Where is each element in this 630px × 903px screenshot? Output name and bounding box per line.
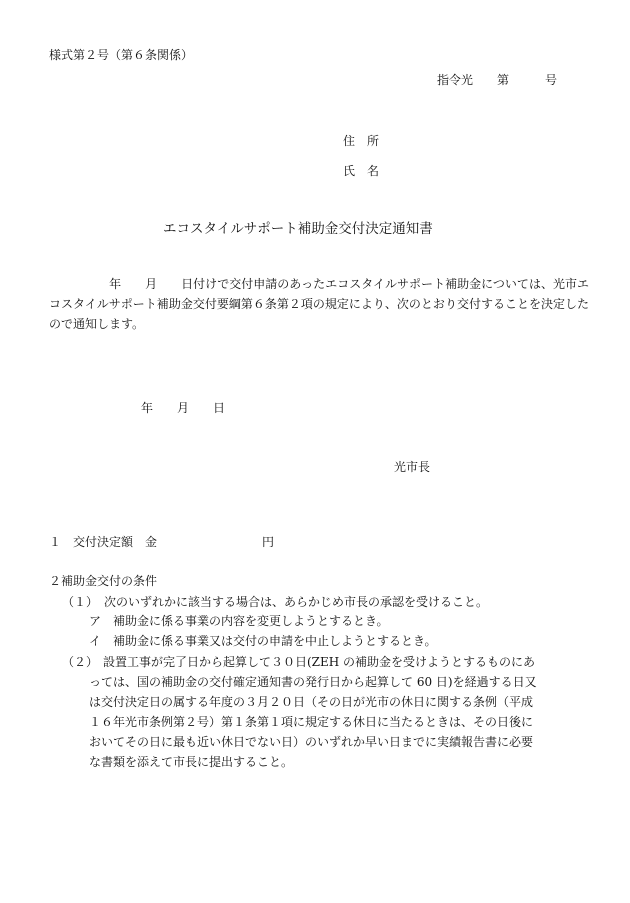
reference-number: 指令光 第 号	[437, 73, 558, 87]
issue-date: 年 月 日	[141, 401, 226, 415]
grant-amount-unit: 円	[262, 535, 275, 549]
condition-item-2-line: 設置工事が完了日から起算して３０日(ZEH の補助金を受けようとするものにあ	[103, 655, 536, 669]
condition-item-1b: イ 補助金に係る事業又は交付の申請を中止しようとするとき。	[89, 634, 437, 648]
condition-item-1a: ア 補助金に係る事業の内容を変更しようとするとき。	[89, 614, 389, 628]
notice-body: 年 月 日付けで交付申請のあったエコスタイルサポート補助金については、光市エコスタイルサポート補助金交付要綱第６条第２項の規定により、次のとおり交付することを決定したので通知します。	[49, 277, 589, 331]
condition-item-1: （１） 次のいずれかに該当する場合は、あらかじめ市長の承認を受けること。	[62, 595, 489, 609]
condition-item-2-marker: （２）	[62, 655, 99, 669]
condition-item-2-line: １６年光市条例第２号）第１条第１項に規定する休日に当たるときは、その日後に	[89, 715, 534, 729]
name-label: 氏 名	[343, 164, 380, 178]
form-label: 様式第２号（第６条関係）	[49, 48, 194, 62]
condition-item-2-line: は交付決定日の属する年度の３月２０日（その日が光市の休日に関する条例（平成	[89, 695, 534, 709]
grant-amount-label: １ 交付決定額 金	[49, 535, 158, 549]
document-title: エコスタイルサポート補助金交付決定通知書	[163, 221, 433, 237]
issuer: 光市長	[394, 460, 431, 474]
address-label: 住 所	[343, 134, 380, 148]
condition-item-2-line: な書類を添えて市長に提出すること。	[89, 755, 294, 769]
condition-item-2-line: っては、国の補助金の交付確定通知書の発行日から起算して 60 日)を経過する日又	[89, 675, 537, 689]
conditions-heading: ２補助金交付の条件	[49, 574, 158, 588]
condition-item-2-line: おいてその日に最も近い休日でない日）のいずれか早い日までに実績報告書に必要	[89, 735, 534, 749]
